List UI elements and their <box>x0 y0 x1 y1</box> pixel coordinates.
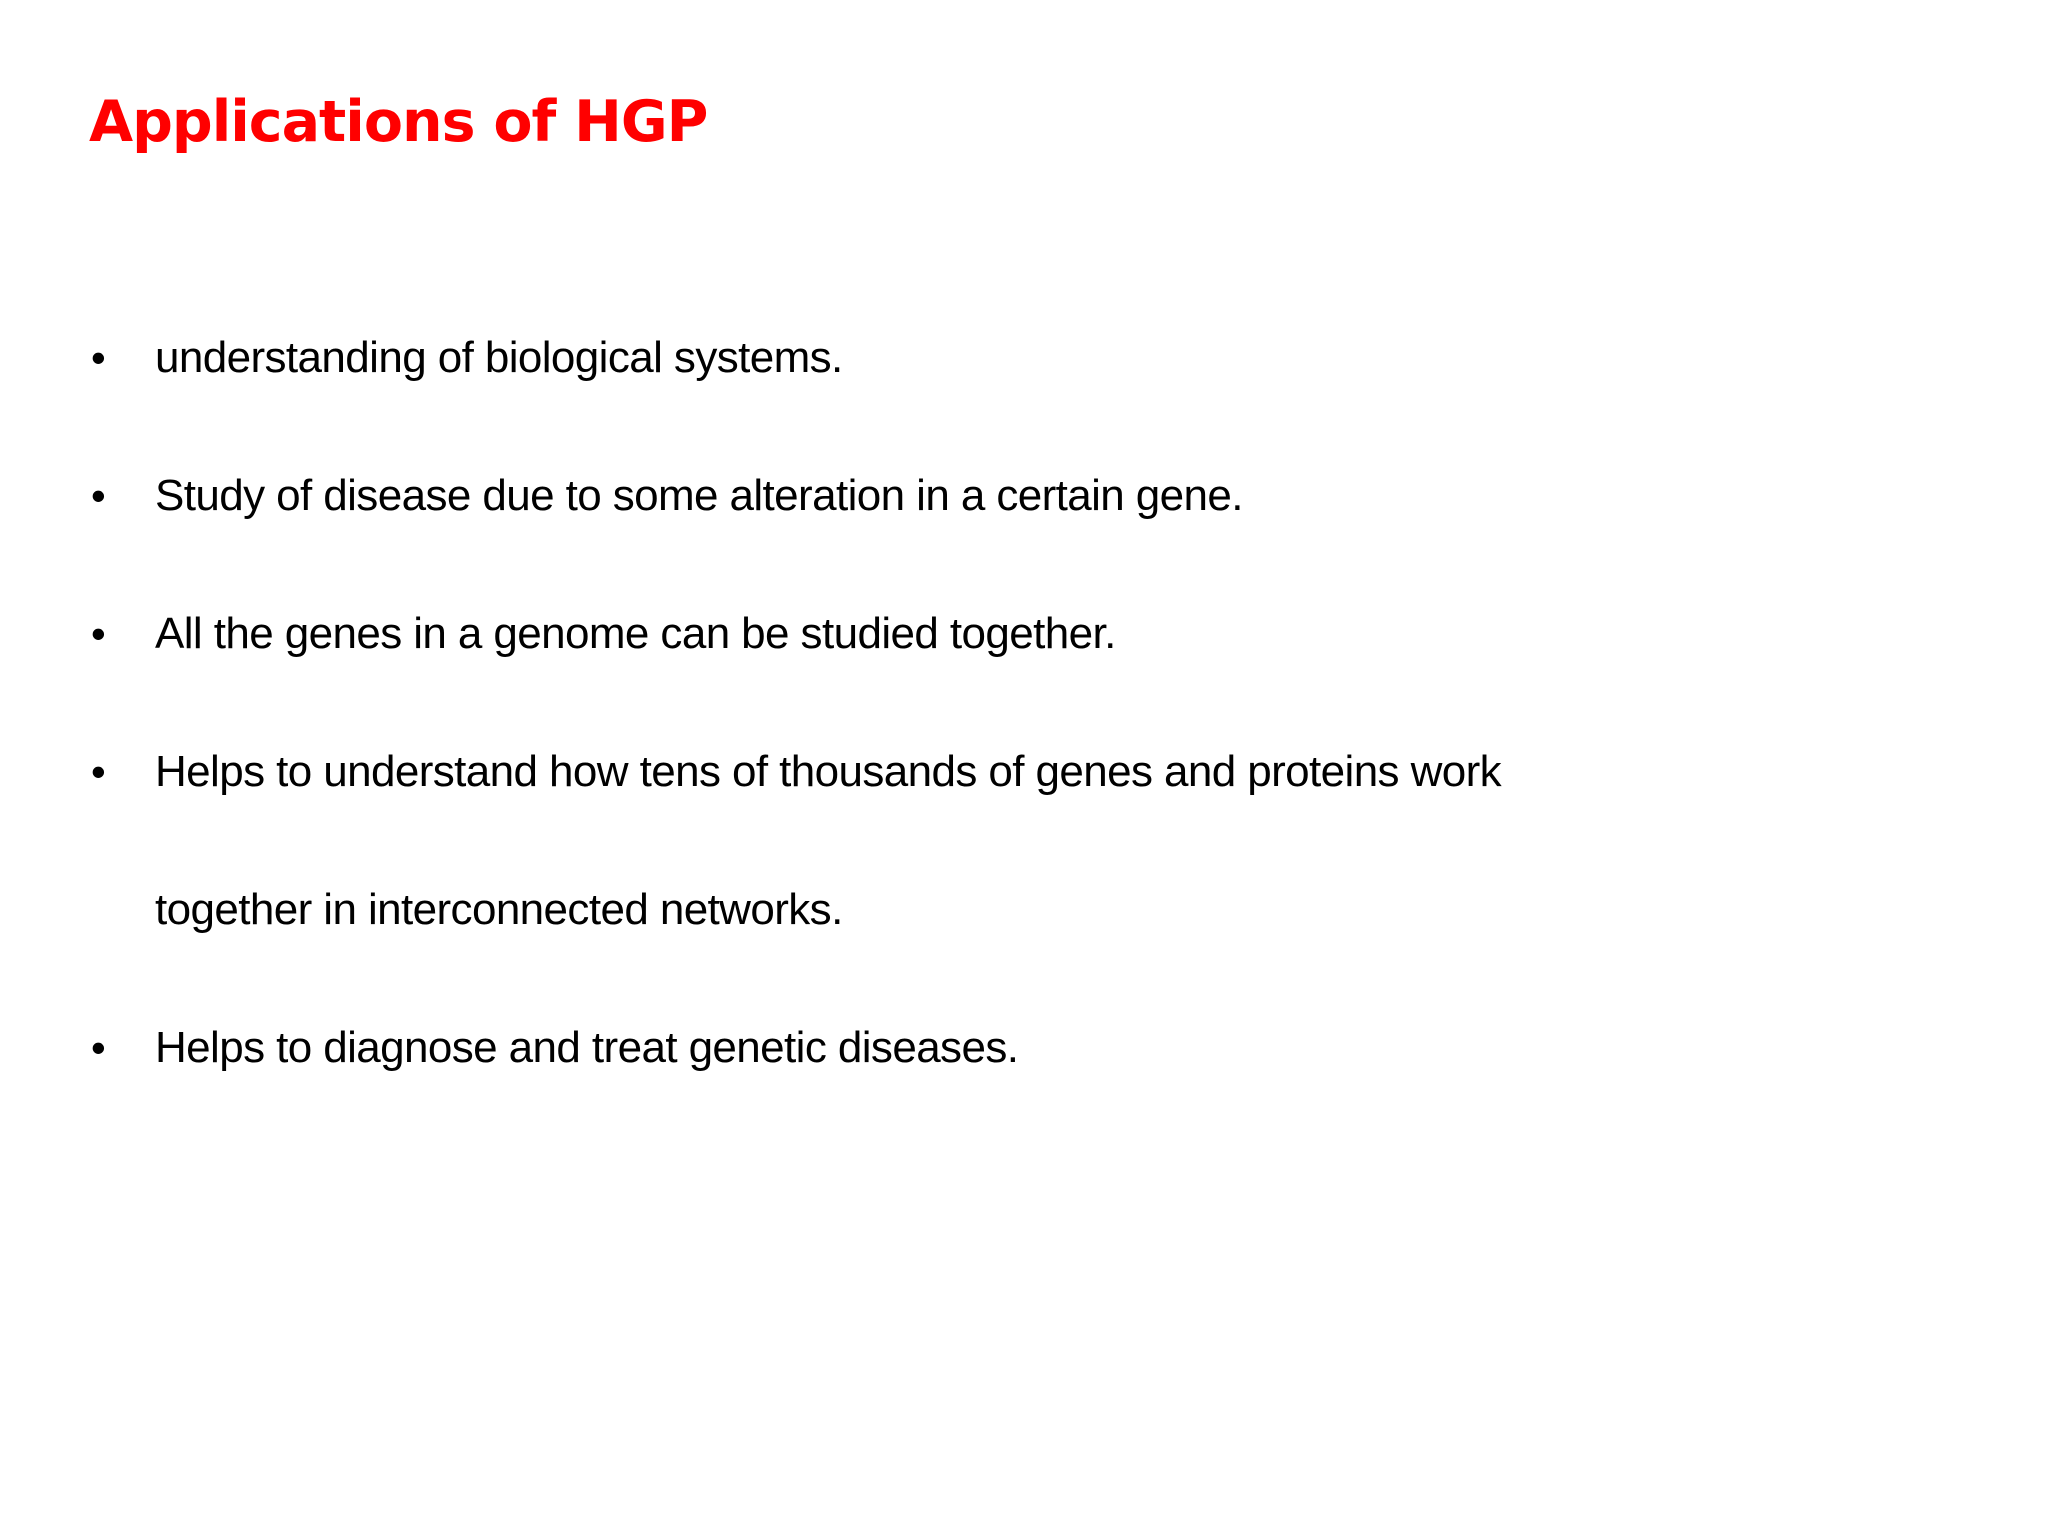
bullet-icon: • <box>91 610 106 657</box>
bullet-icon: • <box>91 334 106 381</box>
bullet-text: Helps to understand how tens of thousands of genes and proteins work <box>155 747 1502 796</box>
bullet-icon: • <box>91 748 106 795</box>
bullet-text: Study of disease due to some alteration in a certain gene. <box>155 471 1243 520</box>
bullet-icon: • <box>91 1024 106 1071</box>
bullet-text: All the genes in a genome can be studied together. <box>155 609 1116 658</box>
bullet-text-continuation: together in interconnected networks. <box>155 885 843 934</box>
bullet-text: Helps to diagnose and treat genetic diseases. <box>155 1023 1019 1072</box>
slide-title: Applications of HGP <box>89 89 708 155</box>
bullet-icon: • <box>91 472 106 519</box>
bullet-text: understanding of biological systems. <box>155 333 843 382</box>
